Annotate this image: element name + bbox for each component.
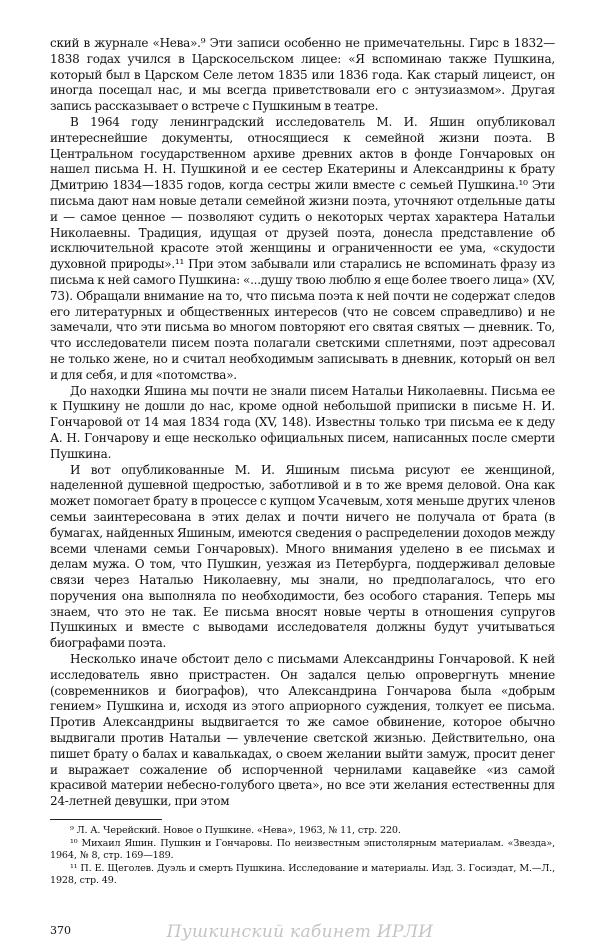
watermark: Пушкинский кабинет ИРЛИ <box>166 922 434 942</box>
footnote-11: ¹¹ П. Е. Щеголев. Дуэль и смерть Пушкина. Исследование и материалы. Изд. 3. Госиздат, М.—Л., 1928, стр. 49. <box>50 862 555 887</box>
page-body <box>50 36 555 888</box>
paragraph-4: И вот опубликованные М. И. Яшиным письма рисуют ее женщиной, наделенной душевной щедростью, заботливой и в то же время деловой. Она как может помогает брату в процессе с купцом Усачевым, хотя меньше других членов семьи заинтересована в этих делах и почти ничего не получала от брата (в бумагах, найденных Яшиным, имеются сведения о распределении доходов между всеми членами семьи Гончаровых). Много внимания уделено в ее письмах и делам мужа. О том, что Пушкин, уезжая из Петербурга, поддерживал деловые связи через Наталью Николаевну, мы знали, но предполагалось, что его поручения она выполняла по необходимости, без особого старания. Теперь мы знаем, что это не так. Ее письма вносят новые черты в отношения супругов Пушкиных и вместе с выводами исследователя должны будут учитываться биографами поэта. <box>50 462 555 651</box>
paragraph-5: Несколько иначе обстоит дело с письмами Александрины Гончаровой. К ней исследователь явно пристрастен. Он задался целью опровергнуть мнение (современников и биографов), что Александрина Гончарова была «добрым гением» Пушкина и, исходя из этого априорного суждения, толкует ее письма. Против Александрины выдвигается то же самое обвинение, которое обычно выдвигали против Натальи — увлечение светской жизнью. Действительно, она пишет брату о балах и кавалькадах, о своем желании выйти замуж, просит денег и выражает сожаление об испорченной чернилами кацавейке «из самой красивой материи небесно-голубого цвета», но все эти желания естественны для 24-летней девушки, при этом <box>50 652 555 809</box>
footnote-divider <box>50 819 162 820</box>
footnote-10: ¹⁰ Михаил Яшин. Пушкин и Гончаровы. По неизвестным эпистолярным материалам. «Звезда», 1964, № 8, стр. 169—189. <box>50 837 555 862</box>
paragraph-3: До находки Яшина мы почти не знали писем Натальи Николаевны. Письма ее к Пушкину не дошли до нас, кроме одной небольшой приписки в письме Н. И. Гончаровой от 14 мая 1834 года (XV, 148). Известны только три письма ее к деду А. Н. Гончарову и еще несколько официальных писем, написанных после смерти Пушкина. <box>50 383 555 461</box>
paragraph-2: В 1964 году ленинградский исследователь М. И. Яшин опубликовал интереснейшие документы, относящиеся к семейной жизни поэта. В Центральном государственном архиве древних актов в фонде Гончаровых он нашел письма Н. Н. Пушкиной и ее сестер Екатерины и Александрины к брату Дмитрию 1834—1835 годов, когда сестры жили вместе с семьей Пушкина.¹⁰ Эти письма дают нам новые детали семейной жизни поэта, уточняют отдельные даты и — самое ценное — позволяют судить о некоторых чертах характера Натальи Николаевны. Традиция, идущая от друзей поэта, донесла представление об исключительной красоте этой женщины и ограниченности ее ума, «скудости духовной природы».¹¹ При этом забывали или старались не вспоминать фразу из письма к ней самого Пушкина: «...душу твою люблю я еще более твоего лица» (XV, 73). Обращали внимание на то, что письма поэта к ней почти не содержат следов его литературных и общественных интересов (что не совсем справедливо) и не замечали, что эти письма во многом повторяют его святая святых — дневник. То, что исследователи писем поэта полагали светскими сплетнями, поэт адресовал не только жене, но и считал необходимым записывать в дневник, который он вел и для себя, и для «потомства». <box>50 114 556 382</box>
paragraph-1: ский в журнале «Нева».⁹ Эти записи особенно не примечательны. Гирс в 1832—1838 годах учился в Царскосельском лицее: «Я вспоминаю также Пушкина, который был в Царском Селе летом 1835 или 1836 года. Как старый лицеист, он иногда посещал нас, и мы всегда приветствовали его с энтузиазмом». Другая запись рассказывает о встрече с Пушкиным в театре. <box>50 36 555 114</box>
page-number: 370 <box>50 924 71 937</box>
footnote-9: ⁹ Л. А. Черейский. Новое о Пушкине. «Нева», 1963, № 11, стр. 220. <box>70 825 401 837</box>
